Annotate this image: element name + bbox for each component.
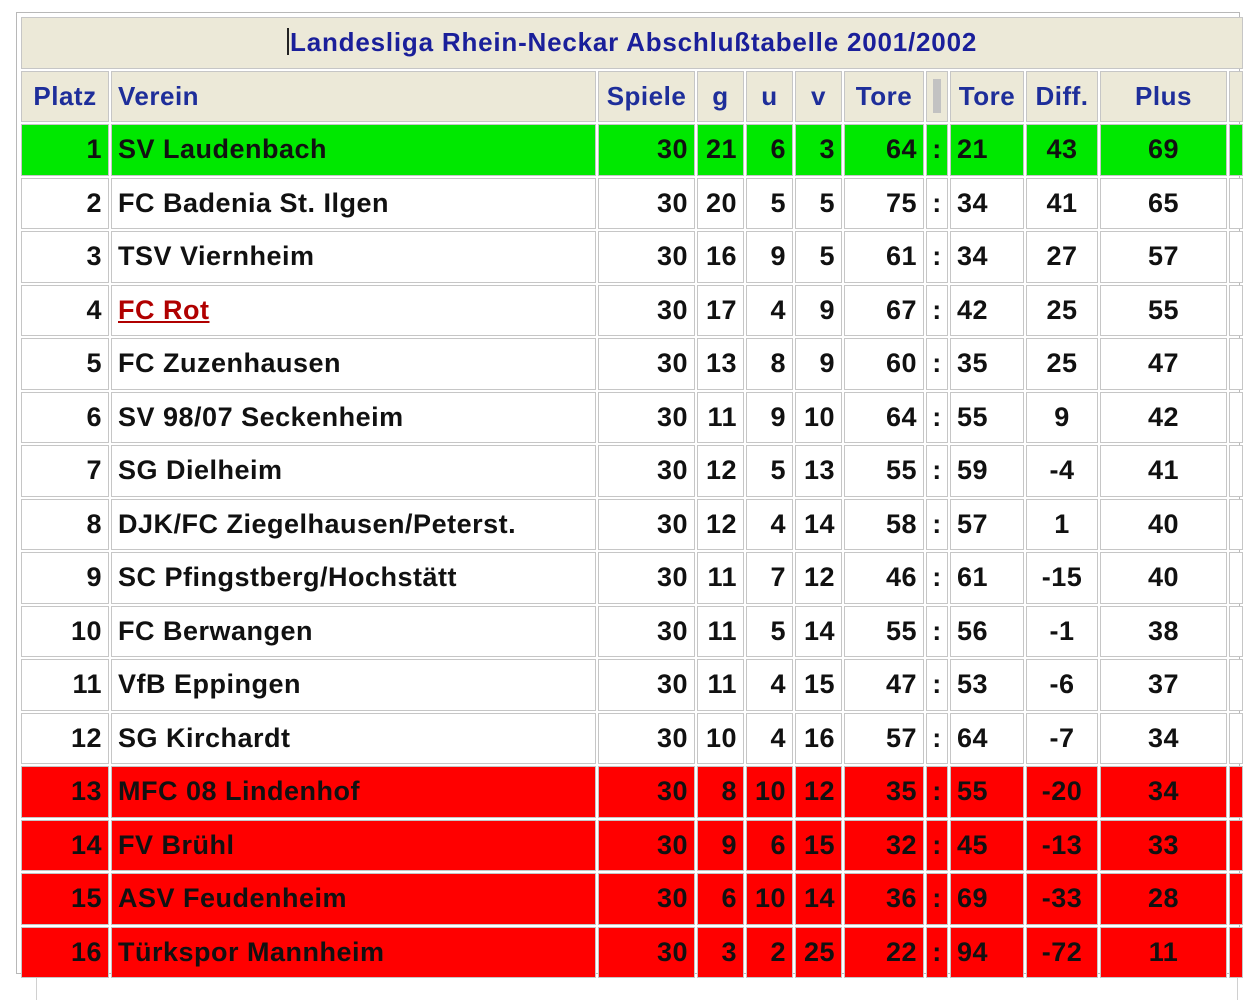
cell-v: 13 [795, 445, 842, 497]
cell-tore-against: 64 [950, 713, 1024, 765]
cell-platz: 4 [21, 285, 109, 337]
cell-g: 6 [697, 873, 744, 925]
cell-spacer [1229, 659, 1243, 711]
cell-platz: 15 [21, 873, 109, 925]
cell-u: 5 [746, 445, 793, 497]
table-title-text: Landesliga Rhein-Neckar Abschlußtabelle 2001/2002 [290, 27, 978, 58]
cell-tore-against: 55 [950, 392, 1024, 444]
cell-platz: 16 [21, 927, 109, 979]
cell-platz: 1 [21, 124, 109, 176]
cell-v: 12 [795, 552, 842, 604]
cell-v: 15 [795, 820, 842, 872]
cell-plus: 11 [1100, 927, 1227, 979]
cell-platz: 11 [21, 659, 109, 711]
cell-platz: 8 [21, 499, 109, 551]
cell-plus: 28 [1100, 873, 1227, 925]
cell-verein: FC Badenia St. Ilgen [111, 178, 596, 230]
cell-colon: : [926, 445, 948, 497]
cell-plus: 69 [1100, 124, 1227, 176]
cell-verein: Türkspor Mannheim [111, 927, 596, 979]
cell-v: 12 [795, 766, 842, 818]
table-row [21, 124, 1243, 176]
cell-diff: 25 [1026, 285, 1098, 337]
cell-diff: 25 [1026, 338, 1098, 390]
cell-g: 11 [697, 552, 744, 604]
header-v: v [795, 71, 842, 123]
header-tore-for: Tore [844, 71, 924, 123]
cell-u: 9 [746, 231, 793, 283]
cell-plus: 42 [1100, 392, 1227, 444]
cell-tore-against: 45 [950, 820, 1024, 872]
table-row [21, 873, 1243, 925]
cell-diff: 43 [1026, 124, 1098, 176]
cell-platz: 13 [21, 766, 109, 818]
cell-plus: 34 [1100, 713, 1227, 765]
cell-tore-against: 69 [950, 873, 1024, 925]
cell-v: 9 [795, 338, 842, 390]
cell-colon: : [926, 338, 948, 390]
cell-colon: : [926, 606, 948, 658]
cell-spiele: 30 [598, 338, 695, 390]
cell-g: 8 [697, 766, 744, 818]
cell-diff: 1 [1026, 499, 1098, 551]
cell-plus: 37 [1100, 659, 1227, 711]
table-row [21, 766, 1243, 818]
table-row [21, 713, 1243, 765]
cell-platz: 9 [21, 552, 109, 604]
table-row [21, 392, 1243, 444]
cell-verein: ASV Feudenheim [111, 873, 596, 925]
cell-v: 14 [795, 873, 842, 925]
cell-tore-for: 55 [844, 606, 924, 658]
cell-colon: : [926, 659, 948, 711]
cell-platz: 2 [21, 178, 109, 230]
table-title-row [21, 17, 1243, 69]
cell-u: 8 [746, 338, 793, 390]
table-row [21, 285, 1243, 337]
cell-g: 11 [697, 659, 744, 711]
cell-g: 11 [697, 606, 744, 658]
cell-verein: MFC 08 Lindenhof [111, 766, 596, 818]
cell-spiele: 30 [598, 927, 695, 979]
header-verein: Verein [111, 71, 596, 123]
header-separator [926, 71, 948, 123]
cell-tore-against: 94 [950, 927, 1024, 979]
cell-diff: 9 [1026, 392, 1098, 444]
text-cursor [287, 28, 289, 55]
cell-verein: TSV Viernheim [111, 231, 596, 283]
table-row [21, 606, 1243, 658]
cell-verein: FV Brühl [111, 820, 596, 872]
table-body [21, 124, 1243, 978]
cell-v: 25 [795, 927, 842, 979]
cell-colon: : [926, 927, 948, 979]
table-row [21, 552, 1243, 604]
cell-tore-against: 59 [950, 445, 1024, 497]
cell-verein: FC Zuzenhausen [111, 338, 596, 390]
cell-verein: SG Dielheim [111, 445, 596, 497]
cell-tore-for: 64 [844, 392, 924, 444]
cell-colon: : [926, 392, 948, 444]
cell-u: 10 [746, 873, 793, 925]
cell-tore-for: 32 [844, 820, 924, 872]
cell-u: 10 [746, 766, 793, 818]
cell-spacer [1229, 873, 1243, 925]
cell-spacer [1229, 338, 1243, 390]
cell-u: 4 [746, 659, 793, 711]
cell-platz: 5 [21, 338, 109, 390]
cell-spiele: 30 [598, 231, 695, 283]
cell-spacer [1229, 766, 1243, 818]
cell-tore-for: 55 [844, 445, 924, 497]
table-row [21, 178, 1243, 230]
cell-tore-for: 22 [844, 927, 924, 979]
cell-g: 12 [697, 445, 744, 497]
cell-v: 15 [795, 659, 842, 711]
cell-tore-against: 35 [950, 338, 1024, 390]
cell-spacer [1229, 124, 1243, 176]
cell-u: 6 [746, 124, 793, 176]
header-u: u [746, 71, 793, 123]
cell-spacer [1229, 178, 1243, 230]
cell-colon: : [926, 820, 948, 872]
cell-diff: -4 [1026, 445, 1098, 497]
cell-tore-for: 57 [844, 713, 924, 765]
table-title[interactable] [21, 17, 1243, 69]
cell-tore-for: 64 [844, 124, 924, 176]
cell-spiele: 30 [598, 552, 695, 604]
cell-plus: 38 [1100, 606, 1227, 658]
cell-g: 21 [697, 124, 744, 176]
cell-colon: : [926, 231, 948, 283]
cell-spiele: 30 [598, 285, 695, 337]
cell-tore-against: 53 [950, 659, 1024, 711]
cell-spiele: 30 [598, 766, 695, 818]
cell-colon: : [926, 178, 948, 230]
cell-u: 4 [746, 499, 793, 551]
cell-diff: -33 [1026, 873, 1098, 925]
cell-spacer [1229, 231, 1243, 283]
cell-spacer [1229, 552, 1243, 604]
cell-v: 3 [795, 124, 842, 176]
cell-platz: 3 [21, 231, 109, 283]
cell-v: 14 [795, 499, 842, 551]
cell-tore-for: 61 [844, 231, 924, 283]
table-row [21, 499, 1243, 551]
cell-v: 14 [795, 606, 842, 658]
club-link[interactable]: FC Rot [118, 294, 210, 325]
cell-verein: SG Kirchardt [111, 713, 596, 765]
separator-bar [933, 79, 941, 113]
cell-u: 5 [746, 178, 793, 230]
cell-verein: FC Berwangen [111, 606, 596, 658]
cell-colon: : [926, 873, 948, 925]
cell-spiele: 30 [598, 178, 695, 230]
cell-spiele: 30 [598, 659, 695, 711]
cell-g: 17 [697, 285, 744, 337]
cell-spacer [1229, 445, 1243, 497]
header-g: g [697, 71, 744, 123]
cell-diff: 41 [1026, 178, 1098, 230]
cell-tore-for: 47 [844, 659, 924, 711]
cell-plus: 40 [1100, 499, 1227, 551]
cell-verein: VfB Eppingen [111, 659, 596, 711]
cell-u: 9 [746, 392, 793, 444]
cell-colon: : [926, 766, 948, 818]
cell-tore-against: 56 [950, 606, 1024, 658]
cell-u: 4 [746, 285, 793, 337]
cell-tore-for: 46 [844, 552, 924, 604]
cell-u: 6 [746, 820, 793, 872]
cell-tore-against: 34 [950, 231, 1024, 283]
cell-spiele: 30 [598, 606, 695, 658]
cell-tore-against: 21 [950, 124, 1024, 176]
header-spiele: Spiele [598, 71, 695, 123]
cell-colon: : [926, 499, 948, 551]
cell-g: 9 [697, 820, 744, 872]
cell-v: 16 [795, 713, 842, 765]
cell-colon: : [926, 285, 948, 337]
cell-g: 3 [697, 927, 744, 979]
cell-platz: 7 [21, 445, 109, 497]
cell-spiele: 30 [598, 124, 695, 176]
cell-verein [111, 285, 596, 337]
cell-v: 5 [795, 178, 842, 230]
header-platz: Platz [21, 71, 109, 123]
table-row [21, 927, 1243, 979]
cell-spacer [1229, 820, 1243, 872]
cell-tore-for: 58 [844, 499, 924, 551]
table-row [21, 445, 1243, 497]
cell-diff: -15 [1026, 552, 1098, 604]
cell-tore-for: 36 [844, 873, 924, 925]
cell-plus: 55 [1100, 285, 1227, 337]
cell-tore-against: 55 [950, 766, 1024, 818]
header-diff: Diff. [1026, 71, 1098, 123]
cell-spiele: 30 [598, 499, 695, 551]
cell-g: 20 [697, 178, 744, 230]
header-row [21, 71, 1243, 123]
cell-tore-for: 75 [844, 178, 924, 230]
header-tore-against: Tore [950, 71, 1024, 123]
cell-plus: 33 [1100, 820, 1227, 872]
cell-tore-against: 42 [950, 285, 1024, 337]
cell-u: 4 [746, 713, 793, 765]
table-row [21, 338, 1243, 390]
cell-spiele: 30 [598, 713, 695, 765]
cell-v: 5 [795, 231, 842, 283]
cell-diff: -7 [1026, 713, 1098, 765]
cell-diff: -20 [1026, 766, 1098, 818]
cell-spacer [1229, 606, 1243, 658]
cell-spiele: 30 [598, 873, 695, 925]
cell-diff: -1 [1026, 606, 1098, 658]
cell-tore-for: 67 [844, 285, 924, 337]
cell-platz: 14 [21, 820, 109, 872]
cell-plus: 41 [1100, 445, 1227, 497]
cell-tore-for: 60 [844, 338, 924, 390]
cell-v: 10 [795, 392, 842, 444]
cell-tore-against: 34 [950, 178, 1024, 230]
cell-g: 16 [697, 231, 744, 283]
league-table [19, 15, 1245, 980]
cell-u: 5 [746, 606, 793, 658]
cell-diff: -6 [1026, 659, 1098, 711]
cell-verein: SV Laudenbach [111, 124, 596, 176]
cell-spacer [1229, 713, 1243, 765]
cell-diff: -72 [1026, 927, 1098, 979]
cell-tore-against: 61 [950, 552, 1024, 604]
header-plus: Plus [1100, 71, 1227, 123]
cell-plus: 40 [1100, 552, 1227, 604]
cell-colon: : [926, 713, 948, 765]
cell-g: 10 [697, 713, 744, 765]
cell-spiele: 30 [598, 445, 695, 497]
cell-plus: 47 [1100, 338, 1227, 390]
cell-spiele: 30 [598, 392, 695, 444]
cell-plus: 34 [1100, 766, 1227, 818]
header-spacer [1229, 71, 1243, 123]
cell-g: 13 [697, 338, 744, 390]
cell-platz: 12 [21, 713, 109, 765]
cell-diff: -13 [1026, 820, 1098, 872]
cell-diff: 27 [1026, 231, 1098, 283]
cell-platz: 10 [21, 606, 109, 658]
cell-verein: DJK/FC Ziegelhausen/Peterst. [111, 499, 596, 551]
cell-tore-for: 35 [844, 766, 924, 818]
cell-v: 9 [795, 285, 842, 337]
cell-spiele: 30 [598, 820, 695, 872]
cell-plus: 57 [1100, 231, 1227, 283]
cell-verein: SC Pfingstberg/Hochstätt [111, 552, 596, 604]
cell-spacer [1229, 499, 1243, 551]
cell-g: 11 [697, 392, 744, 444]
cell-spacer [1229, 392, 1243, 444]
cell-plus: 65 [1100, 178, 1227, 230]
cell-platz: 6 [21, 392, 109, 444]
table-row [21, 231, 1243, 283]
cell-spacer [1229, 285, 1243, 337]
table-row [21, 820, 1243, 872]
cell-verein: SV 98/07 Seckenheim [111, 392, 596, 444]
cell-spacer [1229, 927, 1243, 979]
table-row [21, 659, 1243, 711]
cell-u: 7 [746, 552, 793, 604]
cell-colon: : [926, 552, 948, 604]
cell-tore-against: 57 [950, 499, 1024, 551]
cell-colon: : [926, 124, 948, 176]
cell-g: 12 [697, 499, 744, 551]
cell-u: 2 [746, 927, 793, 979]
